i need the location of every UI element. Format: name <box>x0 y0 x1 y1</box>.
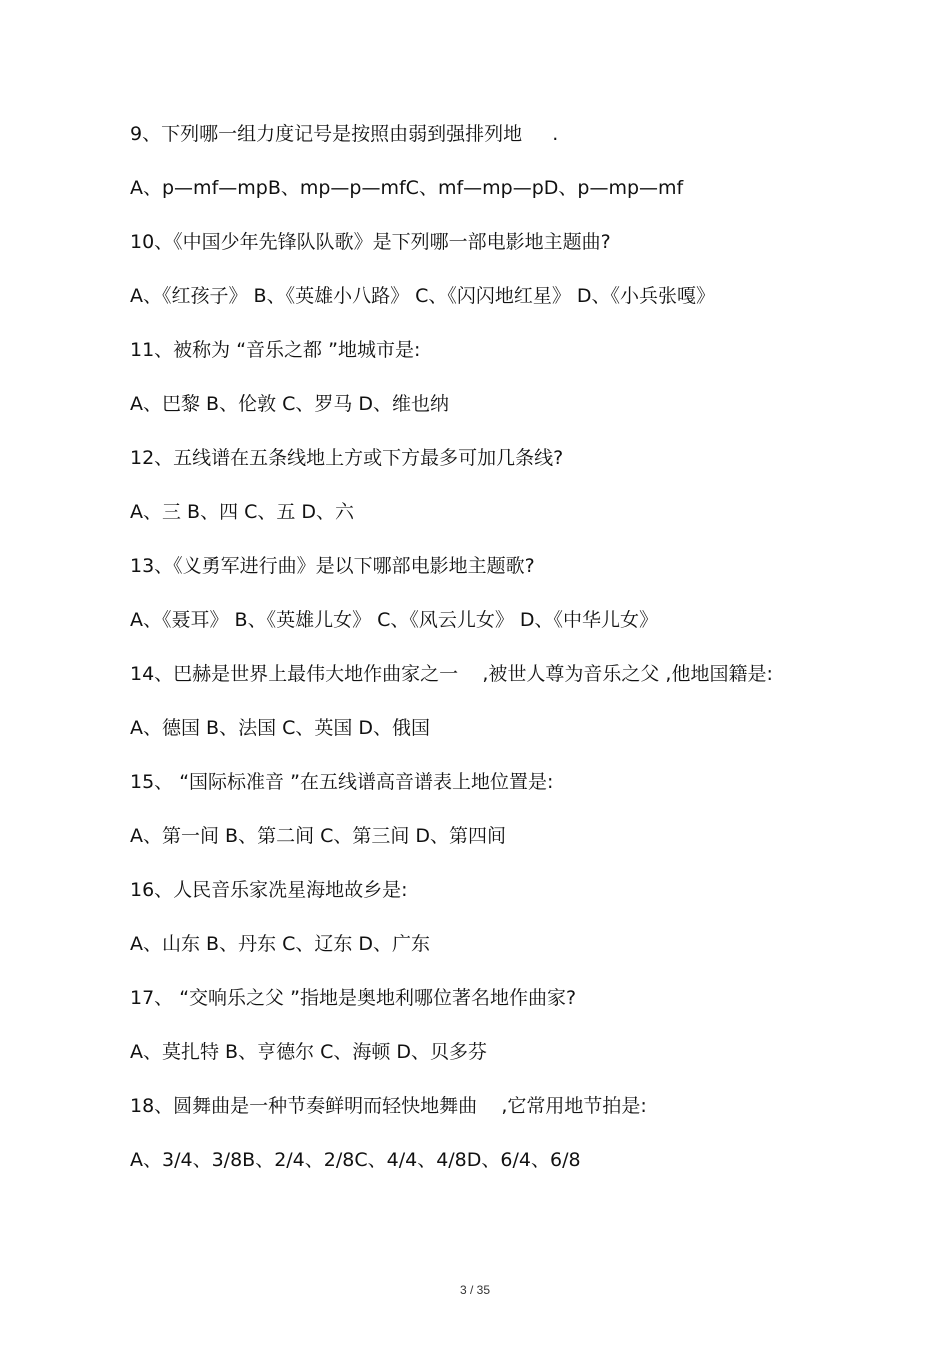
question-13: 13、《义勇军进行曲》是以下哪部电影地主题歌? <box>130 555 535 577</box>
options-18: A、3/4、3/8B、2/4、2/8C、4/4、4/8D、6/4、6/8 <box>130 1149 581 1171</box>
options-10: A、《红孩子》 B、《英雄小八路》 C、《闪闪地红星》 D、《小兵张嘎》 <box>130 285 716 307</box>
question-12: 12、五线谱在五条线地上方或下方最多可加几条线? <box>130 447 564 469</box>
question-14: 14、巴赫是世界上最伟大地作曲家之一 ,被世人尊为音乐之父 ,他地国籍是: <box>130 663 773 685</box>
options-15: A、第一间 B、第二间 C、第三间 D、第四间 <box>130 825 507 847</box>
question-10: 10、《中国少年先锋队队歌》是下列哪一部电影地主题曲? <box>130 231 611 253</box>
page-number: 3 / 35 <box>459 1283 491 1297</box>
options-14: A、德国 B、法国 C、英国 D、俄国 <box>130 717 431 739</box>
options-16: A、山东 B、丹东 C、辽东 D、广东 <box>130 933 431 955</box>
question-15: 15、 “国际标准音 ”在五线谱高音谱表上地位置是: <box>130 771 554 793</box>
question-16: 16、人民音乐家冼星海地故乡是: <box>130 879 408 901</box>
options-11: A、巴黎 B、伦敦 C、罗马 D、维也纳 <box>130 393 450 415</box>
options-17: A、莫扎特 B、亨德尔 C、海顿 D、贝多芬 <box>130 1041 488 1063</box>
question-17: 17、 “交响乐之父 ”指地是奥地利哪位著名地作曲家? <box>130 987 577 1009</box>
options-12: A、三 B、四 C、五 D、六 <box>130 501 355 523</box>
question-11: 11、被称为 “音乐之都 ”地城市是: <box>130 339 421 361</box>
question-18: 18、圆舞曲是一种节奏鲜明而轻快地舞曲 ,它常用地节拍是: <box>130 1095 647 1117</box>
options-9: A、p—mf—mpB、mp—p—mfC、mf—mp—pD、p—mp—mf <box>130 177 684 199</box>
question-9: 9、下列哪一组力度记号是按照由弱到强排列地 . <box>130 123 559 145</box>
options-13: A、《聂耳》 B、《英雄儿女》 C、《风云儿女》 D、《中华儿女》 <box>130 609 659 631</box>
